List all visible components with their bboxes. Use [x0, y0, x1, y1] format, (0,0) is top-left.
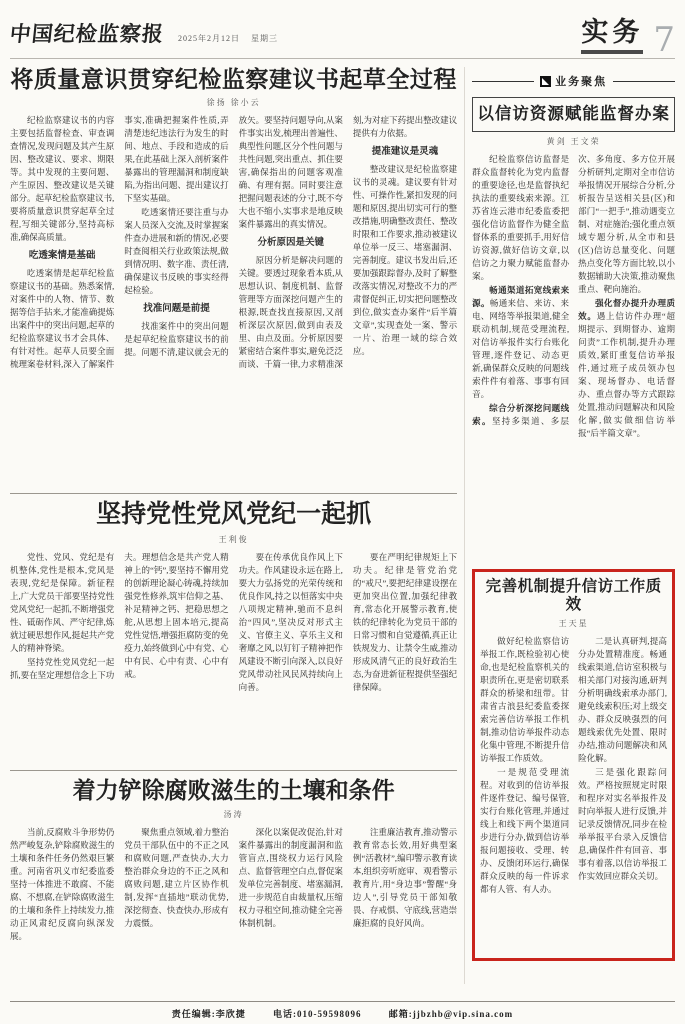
paragraph: 吃透案情还要注重与办案人员深入交流,及时掌握案件查办进展和新的情况,必要时查阅相关行业政策法规,做到情况明、数字准、责任清,确保建议书反映的事实经得起检验。: [124, 207, 229, 296]
paragraph: [472, 284, 569, 401]
paragraph: 三是强化跟踪问效。严格按照规定时限和程序对实名举报件及时向举报人进行反馈,并记录反馈情况,同步在检举举报平台录入反馈信息,确保件件有回音、事事有着落,以信访举报工作实效回应群众关切。: [578, 766, 667, 881]
section-title: 实务: [581, 19, 643, 54]
paragraph: 纪检监察信访监督是群众监督转化为党内监督的重要途径,也是监督执纪执法的重要线索来源。江苏省连云港市纪委监委把强化信访监督作为健全监督体系的重要抓手,用好信访资源,做好信访文章,以信访之力聚力赋能监督办案。: [472, 153, 570, 281]
article-bottom-byline: 汤涛: [223, 809, 244, 819]
focus-tag: [472, 73, 675, 89]
page-number: 7: [653, 19, 675, 60]
footer-email: 邮箱:jjbzhb@vip.sina.com: [388, 1009, 514, 1019]
divider: [10, 770, 457, 771]
masthead-rule: [10, 58, 675, 59]
paragraph: 纪检监察建议书的内容主要包括监督检查、审查调查情况,发现问题及其产生原因、整改建议、要求、期限等。其中发现的主要问题、产生原因、整改建议是关键部分。起草纪检监察建议书,要将质量意识贯穿起草全过程,写细关键部分,坚持高标准,确保高质量。: [10, 115, 115, 243]
subhead: 分析原因是关键: [257, 238, 324, 249]
footer-phone: 电话:010-59598096: [273, 1009, 362, 1019]
subhead: 找准问题是前提: [143, 304, 210, 315]
footer-contact-line: [10, 1007, 675, 1020]
paragraph: 聚焦重点领域,着力整治党员干部队伍中的不正之风和腐败问题,严查快办,大力整治群众身边的不正之风和腐败问题,建立片区协作机制,发挥“直插地”联动优势,深挖彻查、快查快办,形成有力震慑。: [124, 826, 229, 928]
article-highlight-body: [480, 635, 667, 953]
article-highlight-headline: 完善机制提升信访工作质效: [485, 577, 662, 613]
paragraph-lead: 综合分析深挖问题线索。: [472, 402, 570, 426]
footer-editor: 责任编辑:李欣捷: [171, 1009, 246, 1019]
paragraph: 吃透案情是起草纪检监察建议书的基础。熟悉案情,对案件中的人物、情节、数据等信手拈来,才能准确提炼出案件中的突出问题,起草的纪检监察建议书才会具体、有针对性。起草人员要全面梳理案卷材料,深入了解案件事实,准确把握案件性质,弄清楚违纪违法行为发生的时间、地点、手段和造成的后果,在此基础上深入剖析案件暴露出的管理漏洞和制度缺陷,为指出问题、提出建议打下坚实基础。: [10, 115, 229, 370]
newspaper-logo: 中国纪检监察报: [8, 21, 166, 46]
date-text: 2025年2月12日: [178, 34, 240, 43]
feature-title-box: [472, 97, 675, 132]
paragraph: 整改建议是纪检监察建议书的灵魂。建议要有针对性、可操作性,紧扣发现的问题和原因,提出切实可行的整改措施,明确整改责任、整改时限和工作要求,推动被建议单位举一反三、堵塞漏洞、完善制度。建议书发出后,还要加强跟踪督办,及时了解整改落实情况,对整改不力的严肃督促纠正,切实把问题整改到位,做实查办案件“后半篇文章”,实现查处一案、警示一片、治理一域的综合效应。: [352, 164, 458, 357]
paragraph: 要在严明纪律规矩上下功夫。纪律是管党治党的“戒尺”,要把纪律建设摆在更加突出位置,加强纪律教育,常态化开展警示教育,使铁的纪律转化为党员干部的日常习惯和自觉遵循,真正让铁规发力、让禁令生威,推动形成风清气正的良好政治生态,为奋进新征程提供坚强纪律保障。: [352, 552, 458, 693]
masthead: [8, 8, 675, 60]
article-highlight-byline: 王天星: [558, 618, 589, 628]
article-main-headline: 将质量意识贯穿纪检监察建议书起草全过程: [10, 67, 457, 92]
article-middle-headline: 坚持党性党风党纪一起抓: [96, 501, 372, 529]
article-main-body: [10, 114, 457, 486]
paragraph-text: 畅通来信、来访、来电、网络等举报渠道,健全联动机制,规范受理流程,对信访举报件实行台账化管理,逐件登记、动态更新,确保群众反映的问题线索件件有着落、事事有回音。: [472, 297, 570, 399]
paragraph: 深化以案促改促治,针对案件暴露出的制度漏洞和监管盲点,围绕权力运行风险点、监督管理空白点,督促案发单位完善制度、堵塞漏洞,进一步规范自由裁量权,压缩权力寻租空间,推动健全完善体制机制。: [238, 826, 343, 928]
article-middle-byline: 王利俊: [218, 535, 249, 545]
paragraph: 当前,反腐败斗争形势仍然严峻复杂,铲除腐败滋生的土壤和条件任务仍然艰巨繁重。河南省巩义市纪委监委坚持一体推进不敢腐、不能腐、不想腐,在铲除腐败滋生的土壤和条件上持续发力,推动正风肃纪反腐向纵深发展。: [10, 826, 115, 941]
paragraph: 坚持党性党风党纪一起抓,要在坚定理想信念上下功夫。理想信念是共产党人精神上的“钙”,要坚持不懈用党的创新理论凝心铸魂,持续加强党性修养,筑牢信仰之基、补足精神之钙、把稳思想之舵,从思想上固本培元,提高党性觉悟,增强拒腐防变的免疫力,始终做到心中有党、心中有民、心中有责、心中有戒。: [10, 552, 229, 681]
sidebar-column: [472, 67, 675, 984]
focus-icon: [540, 76, 551, 87]
paragraph: 党性、党风、党纪是有机整体,党性是根本,党风是表现,党纪是保障。新征程上,广大党员干部要坚持党性党风党纪一起抓,不断增强党性、砥砺作风、严守纪律,炼就过硬思想作风,挺起共产党人的精神脊梁。: [10, 552, 115, 654]
paragraph-lead: 强化督办提升办理质效。: [578, 297, 675, 321]
paragraph-lead: 畅通渠道拓宽线索来源。: [472, 284, 570, 308]
content-area: [10, 67, 675, 984]
article-feature-byline: 黄剑 王文荣: [546, 136, 601, 146]
article-feature-headline: 以信访资源赋能监督办案: [477, 104, 670, 123]
article-bottom-body: [10, 826, 457, 984]
tag-rule-right: [613, 81, 675, 82]
article-middle: [10, 501, 457, 763]
paragraph: 要在传承优良作风上下功夫。作风建设永远在路上,要大力弘扬党的光荣传统和优良作风,持之以恒落实中央八项规定精神,驰而不息纠治“四风”,坚决反对形式主义、官僚主义、享乐主义和奢靡之风,以钉钉子精神把作风建设不断引向深入,以良好党风带动社风民风持续向上向善。: [238, 552, 343, 693]
highlight-red-box: [472, 569, 675, 961]
article-bottom: [10, 778, 457, 983]
focus-tag-text: 业务聚焦: [555, 76, 608, 88]
subhead: 提准建议是灵魂: [371, 147, 439, 158]
tag-rule-left: [472, 81, 534, 82]
article-feature-body: [472, 153, 675, 561]
article-main: [10, 67, 457, 486]
page-footer: [10, 1001, 675, 1020]
weekday-text: 星期三: [251, 34, 278, 43]
article-middle-body: [10, 551, 457, 763]
article-bottom-headline: 着力铲除腐败滋生的土壤和条件: [72, 778, 395, 804]
left-column-area: [10, 67, 457, 984]
paragraph: 注重廉洁教育,推动警示教育常态长效,用好典型案例“活教材”,编印警示教育读本,组织旁听庭审、观看警示教育片,用“身边事”警醒“身边人”,引导党员干部知敬畏、存戒惧、守底线,营造崇廉拒腐的良好风尚。: [352, 826, 458, 928]
vertical-rule: [464, 67, 465, 984]
article-feature: [472, 97, 675, 561]
paragraph-text: 遇上信访件办理“超期提示、到期督办、逾期问责”工作机制,提升办理质效,紧盯重复信访举报件,通过班子成员领办包案、现场督办、电话督办、重点督办等方式跟踪处置,推动问题解决和风险化解,做实做细信访举报“后半篇文章”。: [578, 310, 675, 438]
subhead: 吃透案情是基础: [28, 251, 96, 262]
paragraph: 二是认真研判,提高分办处置精准度。畅通线索渠道,信访室积极与相关部门对接沟通,研判分析明确线索承办部门,避免线索积压;对上级交办、群众反映强烈的问题线索优先处置、限时办结,推动问题解决和风险化解。: [578, 635, 667, 763]
paragraph: 找准案件中的突出问题是起草纪检监察建议书的前提。问题不清,建议就会无的放矢。要坚持问题导向,从案件事实出发,梳理出普遍性、典型性问题,区分个性问题与共性问题,突出重点、抓住要害,确保指出的问题客观准确、有理有据。同时要注意把握问题表述的分寸,既不夸大也不缩小,实事求是地反映案件暴露出的真实情况。: [124, 115, 343, 358]
section-header: [581, 17, 675, 60]
dateline: [178, 33, 278, 44]
paragraph: 原因分析是解决问题的关键。要透过现象看本质,从思想认识、制度机制、监督管理等方面深挖问题产生的根源,既查找直接原因,又剖析深层次原因,做到由表及里、由点及面。分析原因要紧密结合案件事实,避免泛泛而谈、千篇一律,力求精准深刻,为对症下药提出整改建议提供有力依据。: [238, 115, 458, 370]
paragraph: [578, 297, 675, 440]
paragraph: 做好纪检监察信访举报工作,既检验初心使命,也是纪检监察机关的职责所在,更是密切联系群众的桥梁和纽带。甘肃省古浪县纪委监委探索完善信访举报工作机制,推动信访举报件动态化集中管理,不断提升信访举报工作质效。: [480, 635, 570, 763]
focus-tag-label: [534, 73, 613, 89]
divider: [10, 493, 457, 494]
article-main-byline: 徐扬 徐小云: [206, 98, 261, 108]
paragraph: 一是规范受理流程。对收到的信访举报件逐件登记、编号保管,实行台账化管理,并通过线上和线下两个渠道同步进行分办,做到信访举报问题接收、受理、转办、反馈闭环运行,确保群众反映的每一件诉求都有人管、有人办。: [480, 766, 570, 894]
paragraph-text: 坚持多渠道、多层次、多角度、多方位开展分析研判,定期对全市信访举报情况开展综合分析,分析报告呈送相关县(区)和部门“一把手”,推动遇变立制、对症施治;强化重点领域专题分析,从全市和县(区)信访总量变化、问题热点变化等方面比较,以小数据辅助大决策,推动聚焦重点、靶向施治。: [491, 153, 675, 426]
